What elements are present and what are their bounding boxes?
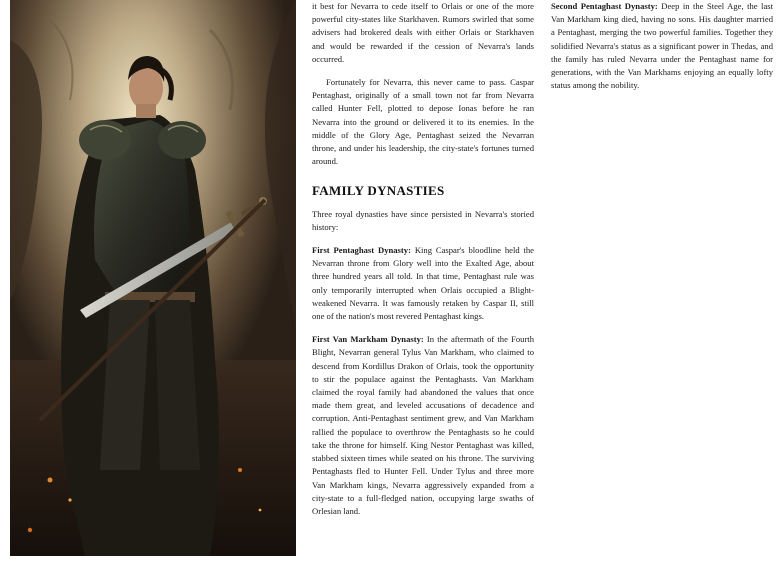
entry-title: First Van Markham Dynasty: [312,334,424,345]
paragraph: Three royal dynasties have since persisted in Nevarra's storied history: [312,208,534,232]
armored-woman-with-sword-illustration [10,0,296,556]
dynasty-entry-first-pentaghast [312,244,534,323]
paragraph: it best for Nevarra to cede itself to Orlais or one of the more powerful city-states like Starkhaven. Rumors swirled that some advisers had brokered deals with either Orlais or Starkhaven and would be rewarded if the cession of Nevarra's lands occurred. [312,1,534,64]
section-heading: FAMILY DYNASTIES [312,183,445,199]
entry-body: Deep in the Steel Age, the last Van Markham king died, having no sons. His daughter married a Pentaghast, merging the two powerful families. Together they solidified Nevarra's status as a significant power in Thedas, and the family has ruled Nevarra under the Pentaghast name for generations, with the Van Markhams enjoying an equally lofty status among the nobility. [551,1,773,91]
illustration [10,0,296,556]
entry-body: King Caspar's bloodline held the Nevarran throne from Glory well into the Exalted Age, about three hundred years all told. In that time, Pentaghast rule was only temporarily interrupted when Orlais occupied a Blight-weakened Nevarra. It was famously retaken by Caspar II, still one of the nation's most revered Pentaghast kings. [312,245,534,322]
dynasty-entry-second-pentaghast [551,0,773,92]
entry-body: In the aftermath of the Fourth Blight, Nevarran general Tylus Van Markham, who claimed to descend from Kordillus Drakon of Orlais, took the opportunity to stir the populace against the Pentaghasts. Van Markham claimed the royal family had abandoned the values that once made them great, and leveled accusations of decadence and corruption. Anti-Pentaghast sentiment grew, and Van Markham rallied the populace to overthrow the Pentaghasts so he could take the throne for himself. King Nestor Pentaghast was killed, stabbed sixteen times while seated on his throne. The surviving Pentaghasts fled to Hunter Fell. Under Tylus and three more Van Markham kings, Nevarra aggressively expanded from a city-state to a full-fledged nation, occupying large swaths of Orlesian land. [312,334,534,516]
text-column-right [551,0,773,102]
entry-title: First Pentaghast Dynasty: [312,245,411,256]
paragraph: Fortunately for Nevarra, this never came to pass. Caspar Pentaghast, originally of a small town not far from Nevarra called Hunter Fell, plotted to depose Ionas before he ran Nevarra into the ground or delivered it to its enemies. In the middle of the Glory Age, Pentaghast seized the Nevarran throne, and under his leadership, the city-state's fortunes turned around. [312,77,534,167]
dynasty-entry-van-markham [312,333,534,518]
text-column-left [312,0,534,528]
entry-title: Second Pentaghast Dynasty: [551,1,658,11]
